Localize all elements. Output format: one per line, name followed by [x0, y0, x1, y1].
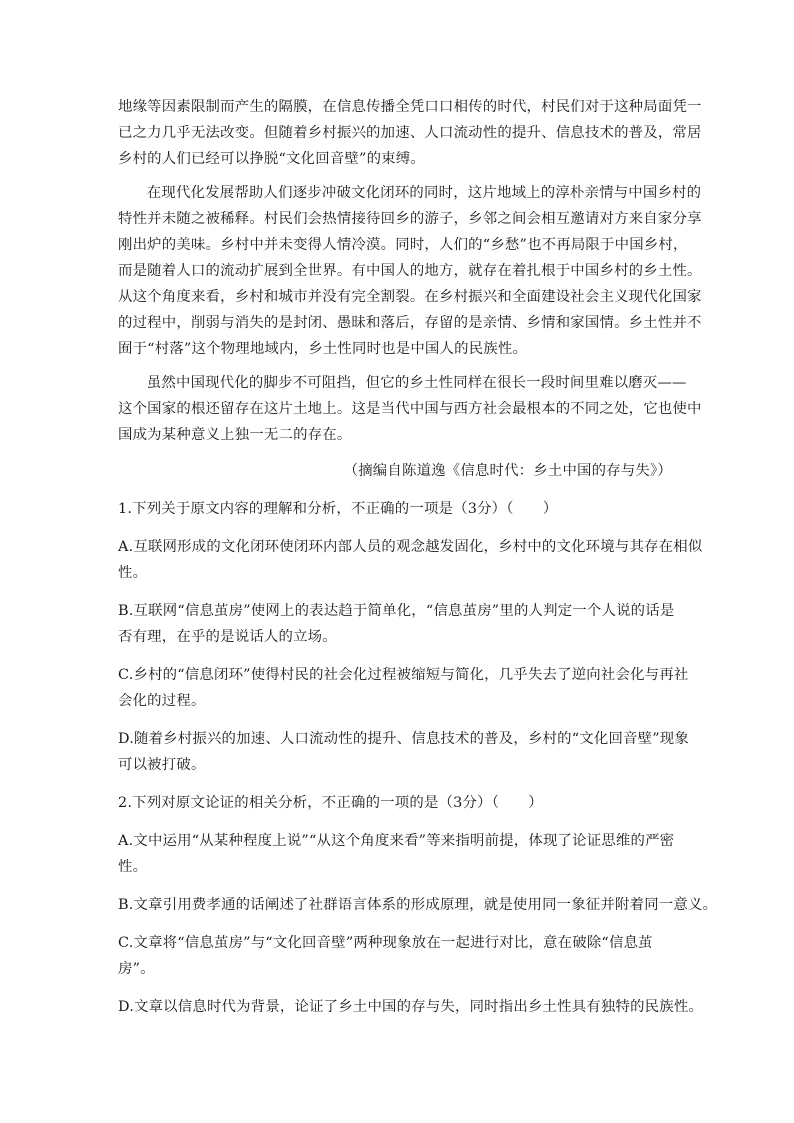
- text-line: 特性并未随之被稀释。村民们会热情接待回乡的游子，乡邻之间会相互邀请对方来自家分享: [118, 211, 702, 227]
- text-line: 已之力几乎无法改变。但随着乡村振兴的加速、人口流动性的提升、信息技术的普及，常居: [118, 125, 702, 141]
- text-line: 虽然中国现代化的脚步不可阻挡，但它的乡土性同样在很长一段时间里难以磨灭——: [146, 375, 687, 391]
- option-line: B.互联网“信息茧房”使网上的表达趋于简单化，“信息茧房”里的人判定一个人说的话是: [118, 603, 675, 619]
- option-line: A.互联网形成的文化闭环使闭环内部人员的观念越发固化，乡村中的文化环境与其存在相似: [118, 539, 703, 555]
- option-line: B.文章引用费孝通的话阐述了社群语言体系的形成原理，就是使用同一象征并附着同一意义。: [118, 897, 718, 913]
- option-d: [118, 726, 689, 778]
- text-line: 囿于“村落”这个物理地域内，乡土性同时也是中国人的民族性。: [118, 341, 528, 357]
- option-c: [118, 930, 686, 982]
- option-b: [118, 598, 686, 650]
- text-line: 在现代化发展帮助人们逐步冲破文化闭环的同时，这片地域上的淳朴亲情与中国乡村的: [146, 185, 702, 201]
- question-stem: 2.下列对原文论证的相关分析，不正确的一项的是（3分）（ ）: [118, 795, 543, 811]
- option-line: 性。: [118, 859, 148, 875]
- text-line: 刚出炉的美味。乡村中并未变得人情冷漠。同时，人们的“乡愁”也不再局限于中国乡村，: [118, 237, 688, 253]
- option-a: [118, 828, 686, 880]
- question-1: [118, 496, 703, 778]
- text-line: 地缘等因素限制而产生的隔膜，在信息传播全凭口口相传的时代，村民们对于这种局面凭一: [118, 99, 702, 115]
- option-line: C.乡村的“信息闭环”使得村民的社会化过程被缩短与简化，几乎失去了逆向社会化与再社: [118, 667, 689, 683]
- option-line: A.文中运用“从某种程度上说”“从这个角度来看”等来指明前提，体现了论证思维的严密: [118, 833, 675, 849]
- option-line: 可以被打破。: [118, 757, 206, 773]
- text-line: 的过程中，削弱与消失的是封闭、愚昧和落后，存留的是亲情、乡情和家国情。乡土性并不: [118, 315, 702, 331]
- option-line: 会化的过程。: [118, 693, 206, 709]
- option-line: C.文章将“信息茧房”与“文化回音壁”两种现象放在一起进行对比，意在破除“信息茧: [118, 935, 653, 951]
- passage-paragraph-1: [118, 94, 702, 172]
- text-line: 从这个角度来看，乡村和城市并没有完全割裂。在乡村振兴和全面建设社会主义现代化国家: [118, 289, 702, 305]
- question-stem: 1.下列关于原文内容的理解和分析，不正确的一项是（3分）（ ）: [118, 501, 558, 517]
- option-line: 房”。: [118, 961, 155, 977]
- option-b: [118, 892, 718, 918]
- text-line: 这个国家的根还留存在这片土地上。这是当代中国与西方社会最根本的不同之处，它也使中: [118, 401, 702, 417]
- question-2: [118, 790, 718, 1020]
- passage-paragraph-3: [118, 370, 702, 448]
- option-line: D.随着乡村振兴的加速、人口流动性的提升、信息技术的普及，乡村的“文化回音壁”现象: [118, 731, 689, 747]
- option-d: [118, 994, 704, 1020]
- document-page: [118, 94, 718, 1020]
- passage-source: （摘编自陈道逸《信息时代：乡土中国的存与失》）: [343, 463, 672, 479]
- passage-paragraph-2: [118, 180, 702, 362]
- option-a: [118, 534, 703, 586]
- text-line: 而是随着人口的流动扩展到全世界。有中国人的地方，就存在着扎根于中国乡村的乡土性。: [118, 263, 702, 279]
- text-line: 国成为某种意义上独一无二的存在。: [118, 427, 352, 443]
- option-line: 性。: [118, 565, 148, 581]
- option-line: 否有理，在乎的是说话人的立场。: [118, 629, 337, 645]
- option-c: [118, 662, 689, 714]
- option-line: D.文章以信息时代为背景，论证了乡土中国的存与失，同时指出乡土性具有独特的民族性。: [118, 999, 704, 1015]
- text-line: 乡村的人们已经可以挣脱“文化回音壁”的束缚。: [118, 151, 425, 167]
